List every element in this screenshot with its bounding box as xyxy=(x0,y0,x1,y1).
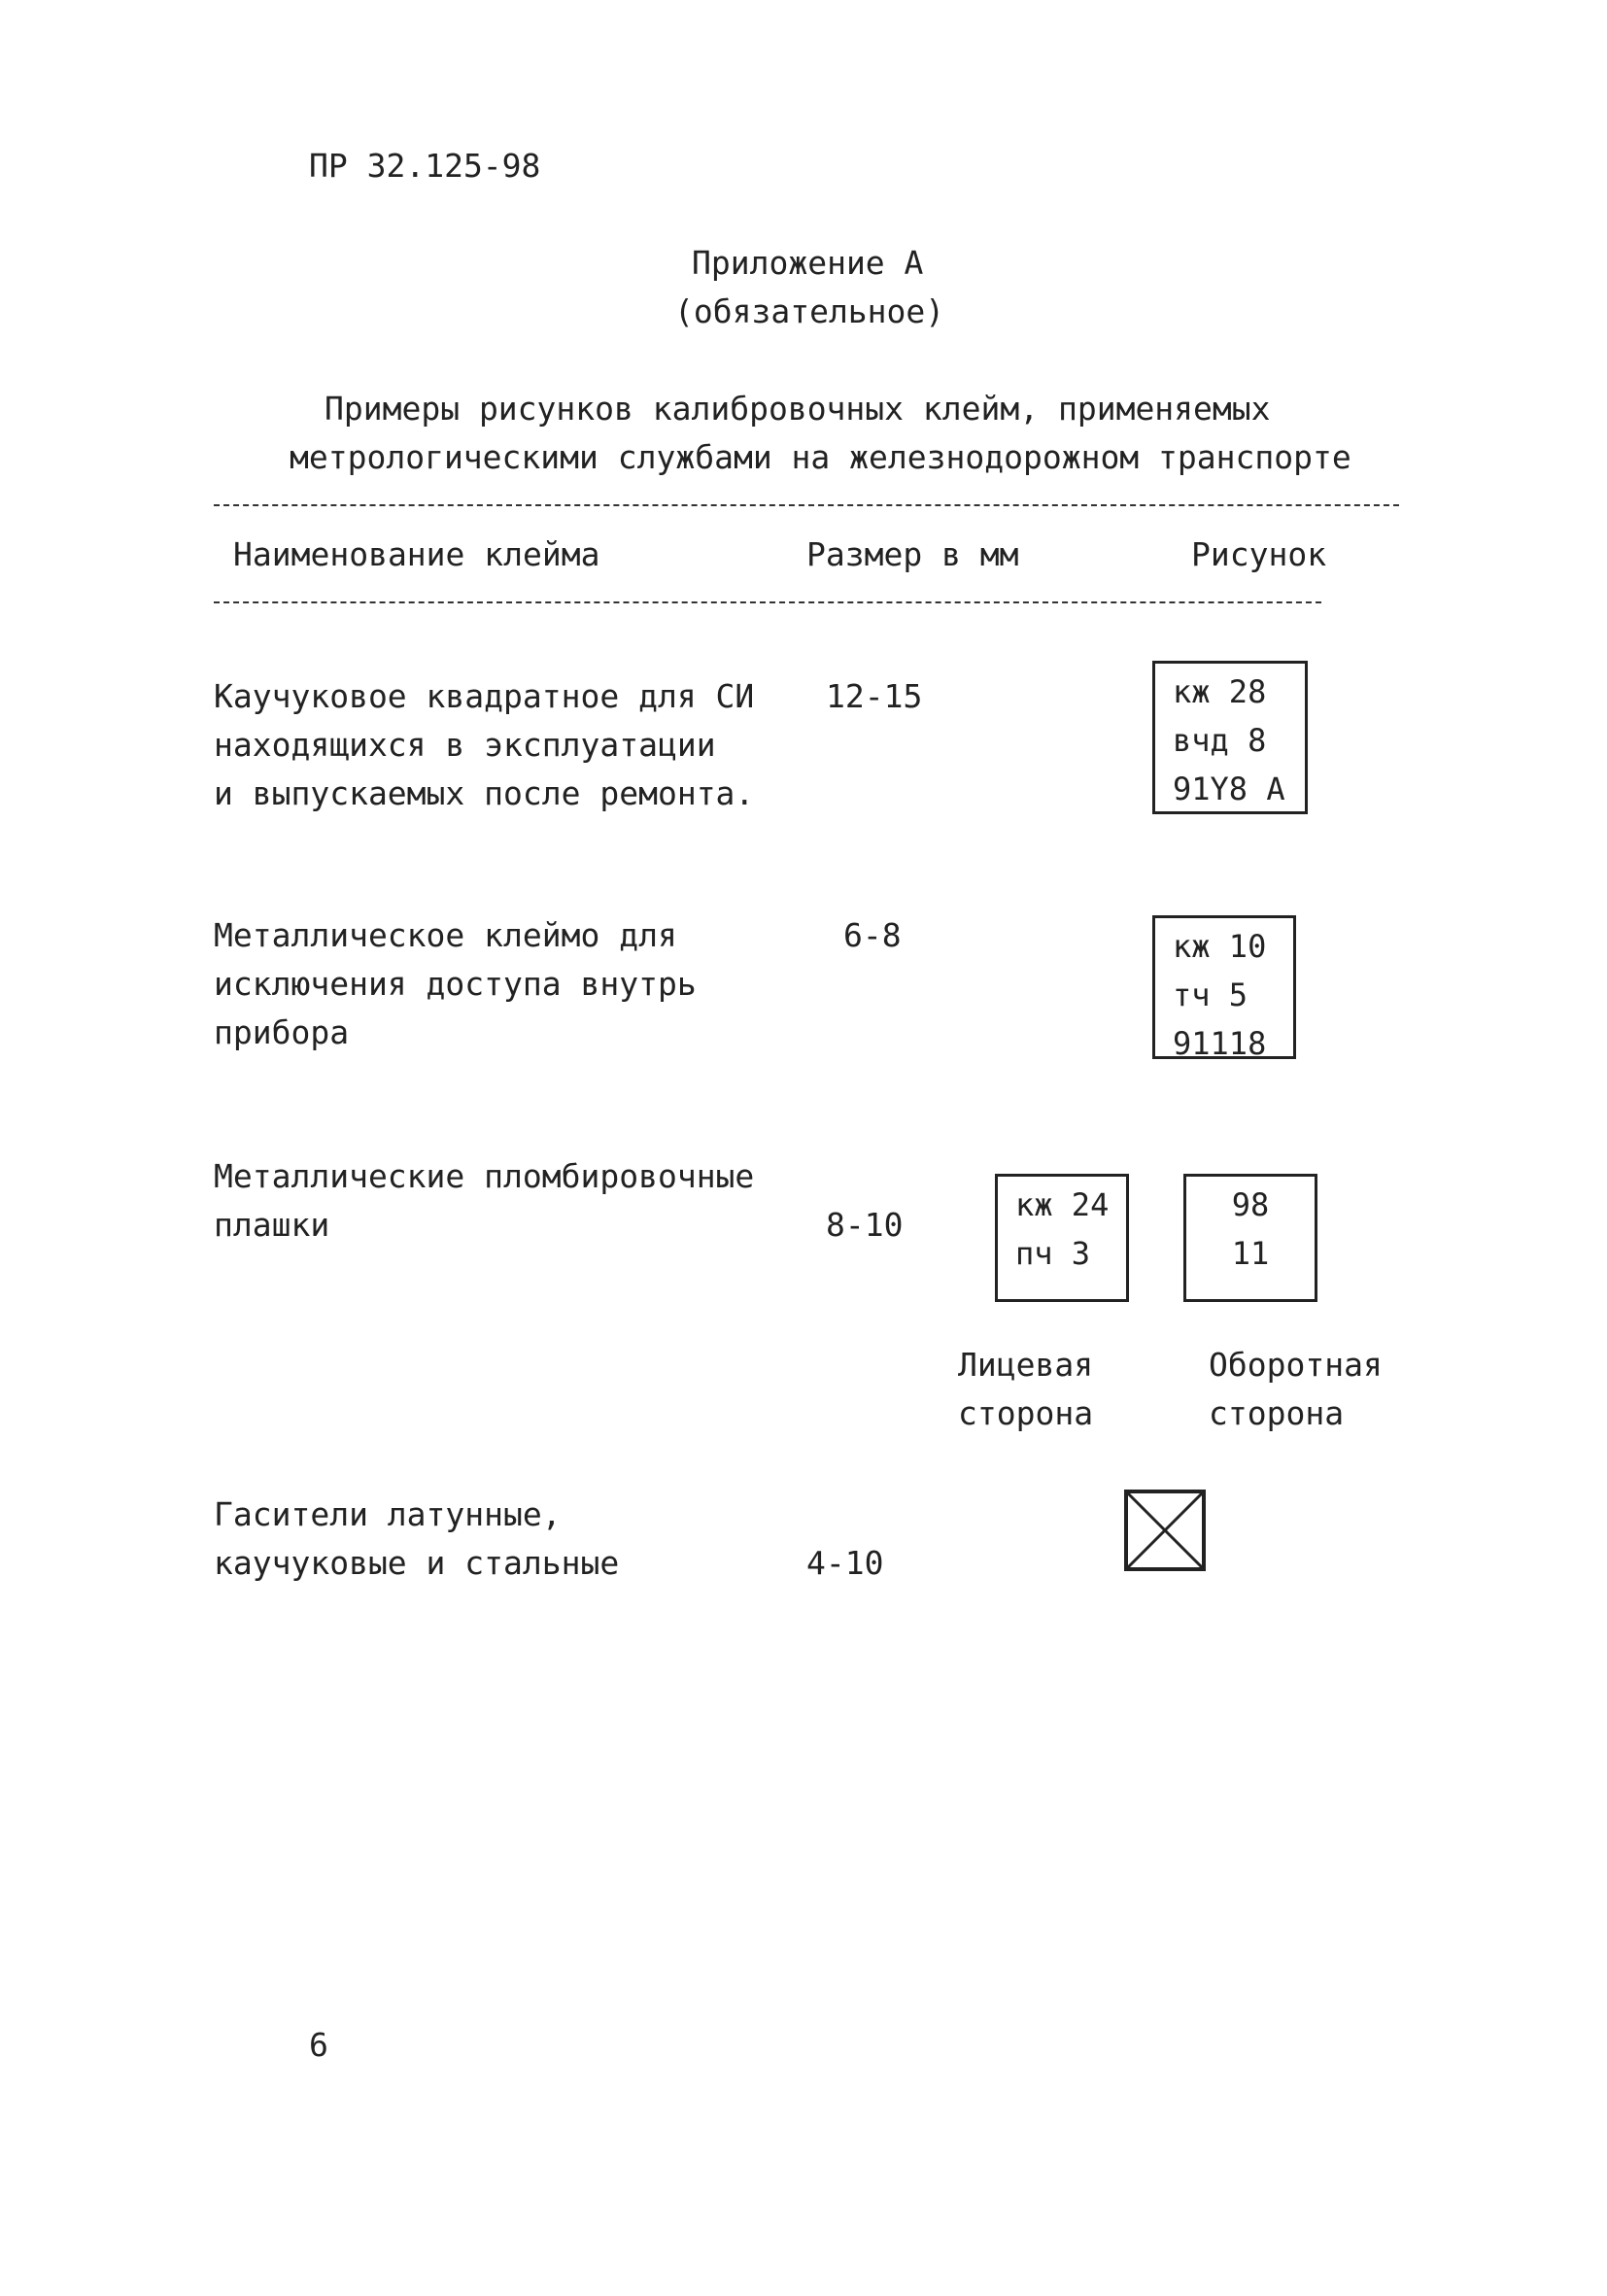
stamp-square xyxy=(1152,915,1296,1062)
appendix-status: (обязательное) xyxy=(674,292,945,330)
stamp-line: кж 28 xyxy=(1173,673,1267,710)
stamp-line: тч 5 xyxy=(1173,977,1248,1013)
row-name-line: и выпускаемых после ремонта. xyxy=(214,774,755,812)
stamp-line: пч 3 xyxy=(1015,1235,1091,1272)
row-size: 12-15 xyxy=(826,677,923,715)
row-name-line: Металлическое клеймо для xyxy=(214,916,677,954)
column-header-size: Размер в мм xyxy=(806,535,1019,573)
stamp-line: вчд 8 xyxy=(1173,722,1267,759)
row-name-line: находящихся в эксплуатации xyxy=(214,726,716,764)
row-size: 4-10 xyxy=(806,1544,884,1582)
back-caption-line: Оборотная xyxy=(1209,1346,1383,1384)
document-code: ПР 32.125-98 xyxy=(309,147,541,185)
heading-line-1: Примеры рисунков калибровочных клейм, применяемых xyxy=(325,390,1271,428)
front-caption-line: сторона xyxy=(958,1394,1094,1432)
row-size: 8-10 xyxy=(826,1206,904,1244)
row-name-line: прибора xyxy=(214,1013,350,1051)
stamp-line: 91118 xyxy=(1173,1025,1267,1062)
row-name-line: Металлические пломбировочные xyxy=(214,1157,755,1195)
row-size: 6-8 xyxy=(843,916,902,954)
row-name-line: плашки xyxy=(214,1206,330,1244)
stamp-front xyxy=(995,1174,1129,1302)
appendix-title: Приложение А xyxy=(692,244,924,282)
row-name-line: каучуковые и стальные xyxy=(214,1544,620,1582)
crossed-square-icon xyxy=(1123,1489,1207,1572)
table-header-rule xyxy=(214,601,1321,603)
stamp-back xyxy=(1183,1174,1317,1302)
stamp-square xyxy=(1152,661,1308,814)
row-name-line: Гасители латунные, xyxy=(214,1495,562,1533)
row-name-line: исключения доступа внутрь xyxy=(214,965,697,1003)
column-header-name: Наименование клейма xyxy=(233,535,600,573)
row-name-line: Каучуковое квадратное для СИ xyxy=(214,677,755,715)
page-number: 6 xyxy=(309,2026,328,2064)
front-caption-line: Лицевая xyxy=(958,1346,1094,1384)
stamp-line: кж 10 xyxy=(1173,928,1267,965)
column-header-figure: Рисунок xyxy=(1191,535,1327,573)
table-top-rule xyxy=(214,504,1399,506)
stamp-line: 98 xyxy=(1231,1186,1270,1223)
stamp-line: 91Y8 А xyxy=(1173,771,1285,807)
heading-line-2: метрологическими службами на железнодорожном транспорте xyxy=(290,438,1351,476)
back-caption-line: сторона xyxy=(1209,1394,1345,1432)
stamp-line: 11 xyxy=(1231,1235,1270,1272)
stamp-line: кж 24 xyxy=(1015,1186,1110,1223)
